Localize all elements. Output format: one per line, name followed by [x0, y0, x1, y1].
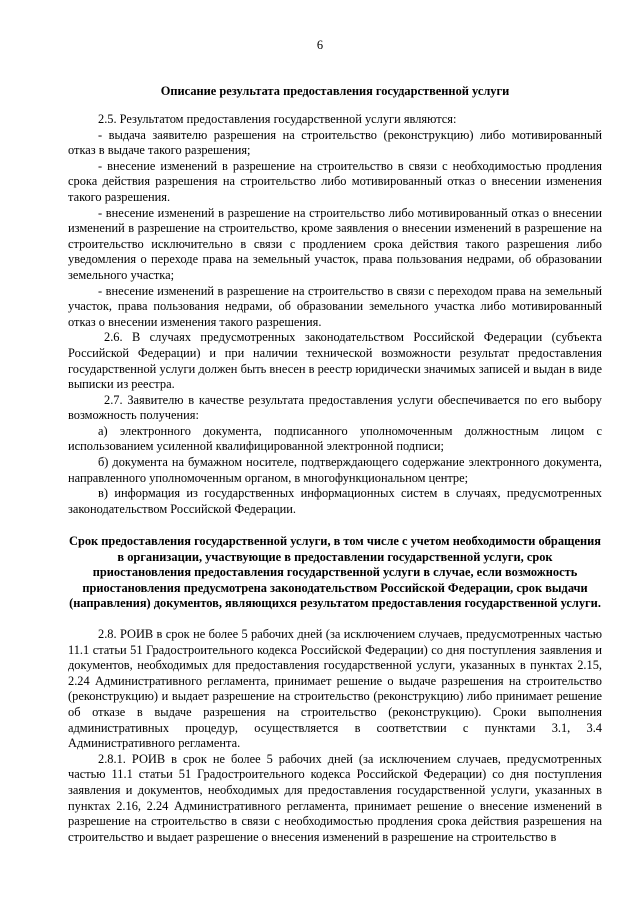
- paragraph-2-6: 2.6. В случаях предусмотренных законодательством Российской Федерации (субъекта Российской Федерации) и при наличии технической возможности результат предоставления государственной услуги должен быть внесен в реестр юридически значимых записей и выдан в виде выписки из реестра.: [68, 330, 602, 392]
- list-item-issue-permit: - выдача заявителю разрешения на строительство (реконструкцию) либо мотивированный отказ в выдаче такого разрешения;: [68, 127, 602, 158]
- list-item-amend-permit: - внесение изменений в разрешение на строительство либо мотивированный отказ о внесении изменений в разрешение на строительство, кроме заявления о внесении изменений в разрешение на строительство исключительно в связи с продлением срока действия такого разрешения либо уведомления о переходе права на земельный участок, права пользования недрами, об образовании земельного участка;: [68, 205, 602, 282]
- section-deadline: [68, 534, 602, 845]
- section-result-body: [68, 112, 602, 517]
- paragraph-2-8: 2.8. РОИВ в срок не более 5 рабочих дней (за исключением случаев, предусмотренных частью 11.1 статьи 51 Градостроительного кодекса Российской Федерации) со дня поступления заявления и документов, необходимых для предоставления государственной услуги, указанных в пунктах 2.15, 2.24 Административного регламента, принимает решение о выдаче разрешения на строительство (реконструкцию) и выдает разрешение на строительство (реконструкцию) либо принимает решение об отказе в выдаче разрешения на строительство (реконструкцию). Сроки выполнения административных процедур, осуществляется в соответствии с пунктами 3.1, 3.4 Административного регламента.: [68, 626, 602, 751]
- section-title-deadline: Срок предоставления государственной услуги, в том числе с учетом необходимости обращения в организации, участвующие в предоставлении государственной услуги, срок приостановления предоставления государственной услуги в случае, если возможность приостановления предусмотрена законодательством Российской Федерации, срок выдачи (направления) документов, являющихся результатом предоставления государственной услуги.: [69, 534, 601, 611]
- paragraph-2-8-1: 2.8.1. РОИВ в срок не более 5 рабочих дней (за исключением случаев, предусмотренных частью 11.1 статьи 51 Градостроительного кодекса Российской Федерации) со дня поступления заявления и документов, необходимых для предоставления государственной услуги, указанных в пунктах 2.16, 2.24 Административного регламента, принимает решение о внесение изменений в разрешение на строительство в связи с необходимостью продления срока действия разрешения на строительство и выдает разрешение о внесения изменений в разрешение на строительство в: [68, 751, 602, 844]
- page-number: 6: [316, 38, 324, 52]
- option-c-information: в) информация из государственных информационных систем в случаях, предусмотренных законодательством Российской Федерации.: [68, 486, 602, 516]
- section-title-result: Описание результата предоставления государственной услуги: [160, 84, 510, 98]
- paragraph-2-5: 2.5. Результатом предоставления государственной услуги являются:: [98, 112, 457, 126]
- paragraph-2-7: 2.7. Заявителю в качестве результата предоставления услуги обеспечивается по его выбору возможность получения:: [68, 392, 602, 423]
- option-a-electronic-document: а) электронного документа, подписанного уполномоченным должностным лицом с использованием усиленной квалифицированной электронной подписи;: [68, 423, 602, 454]
- list-item-extend-permit: - внесение изменений в разрешение на строительство в связи с необходимостью продления срока действия разрешения на строительство либо мотивированный отказ о внесении изменения такого разрешения.: [68, 158, 602, 204]
- list-item-transfer-rights: - внесение изменений в разрешение на строительство в связи с переходом права на земельный участок, права пользования недрами, об образовании земельного участка либо мотивированный отказ о внесении изменения такого разрешения.: [68, 283, 602, 329]
- option-b-paper-document: б) документа на бумажном носителе, подтверждающего содержание электронного документа, направленного уполномоченным органом, в многофункциональном центре;: [68, 455, 602, 485]
